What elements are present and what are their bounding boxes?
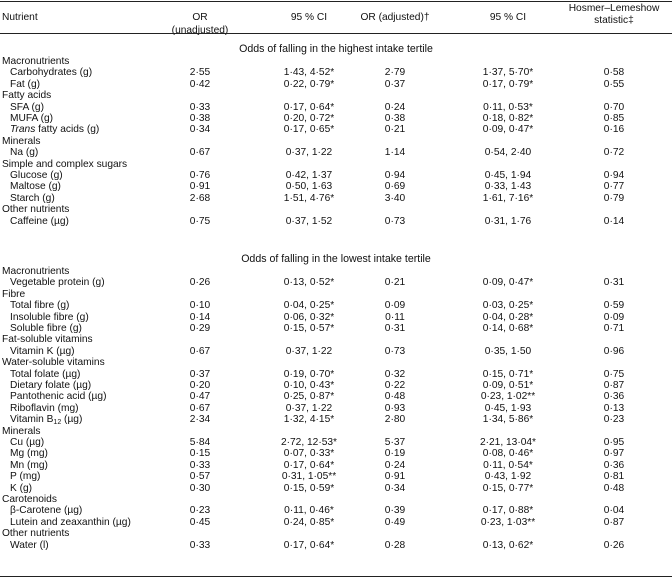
cell-ci-unadjusted: 0·19, 0·70* — [283, 368, 335, 380]
group-label: Minerals — [2, 425, 41, 437]
cell-or-adjusted: 0·39 — [384, 505, 406, 517]
cell-ci-unadjusted: 0·42, 1·37 — [285, 170, 333, 181]
cell-ci-adjusted: 0·09, 0·51* — [482, 380, 534, 391]
cell-hosmer-lemeshow: 0·97 — [603, 448, 625, 460]
cell-ci-unadjusted: 0·17, 0·64* — [283, 459, 335, 471]
nutrient-label: Vitamin $B_{12}$ (µg) — [10, 414, 83, 427]
cell-ci-unadjusted: 0·15, 0·57* — [283, 323, 335, 334]
cell-or-adjusted: 0·21 — [384, 124, 406, 136]
header-hl-line2: statistic‡ — [594, 15, 634, 26]
header-or-adjusted: OR (adjusted)† — [360, 12, 430, 23]
cell-or-unadjusted: 2·55 — [189, 67, 211, 79]
cell-or-unadjusted: 0·67 — [189, 147, 211, 159]
nutrient-label: Total fibre (g) — [10, 300, 70, 312]
cell-ci-adjusted: 0·54, 2·40 — [484, 147, 532, 159]
cell-or-unadjusted: 0·33 — [189, 539, 211, 551]
header-rule — [0, 33, 672, 34]
cell-or-adjusted: 2·79 — [384, 67, 406, 79]
cell-hosmer-lemeshow: 0·75 — [603, 368, 625, 380]
cell-hosmer-lemeshow: 0·71 — [603, 323, 625, 334]
nutrient-label: Glucose (g) — [10, 170, 63, 181]
cell-ci-adjusted: 0·17, 0·79* — [482, 78, 534, 90]
cell-or-unadjusted: 0·91 — [189, 181, 211, 193]
section-title: Odds of falling in the lowest intake tertile — [241, 253, 431, 265]
cell-or-adjusted: 0·24 — [384, 459, 406, 471]
cell-ci-unadjusted: 0·50, 1·63 — [285, 181, 333, 193]
cell-ci-adjusted: 0·17, 0·88* — [482, 505, 534, 517]
cell-or-adjusted: 0·38 — [384, 113, 406, 124]
cell-ci-unadjusted: 0·17, 0·64* — [283, 101, 335, 113]
cell-or-adjusted: 0·73 — [384, 215, 406, 227]
nutrient-label: Pantothenic acid (µg) — [10, 391, 107, 403]
cell-hosmer-lemeshow: 0·81 — [603, 471, 625, 483]
cell-hosmer-lemeshow: 0·87 — [603, 516, 625, 528]
cell-ci-adjusted: 0·45, 1·93 — [484, 402, 532, 414]
cell-ci-adjusted: 0·11, 0·53* — [483, 101, 533, 113]
cell-or-unadjusted: 0·37 — [189, 368, 211, 380]
group-label: Simple and complex sugars — [2, 158, 128, 170]
cell-ci-adjusted: 0·43, 1·92 — [484, 471, 532, 483]
cell-or-unadjusted: 5·84 — [189, 437, 211, 448]
group-label: Fibre — [2, 288, 26, 300]
cell-ci-unadjusted: 0·20, 0·72* — [283, 113, 335, 124]
cell-or-adjusted: 5·37 — [384, 437, 406, 448]
cell-ci-unadjusted: 0·04, 0·25* — [283, 300, 335, 312]
cell-or-adjusted: 3·40 — [384, 192, 406, 204]
group-label: Macronutrients — [2, 266, 70, 277]
table-row — [0, 539, 672, 552]
top-rule — [0, 1, 672, 2]
nutrient-label: Vitamin K (µg) — [10, 345, 75, 357]
cell-ci-unadjusted: 0·37, 1·22 — [285, 402, 333, 414]
nutrient-label: Fat (g) — [10, 78, 41, 90]
cell-or-unadjusted: 2·34 — [189, 414, 211, 426]
cell-hosmer-lemeshow: 0·16 — [603, 124, 625, 136]
nutrient-label: Vegetable protein (g) — [10, 277, 105, 289]
cell-ci-adjusted: 0·03, 0·25* — [482, 300, 534, 312]
cell-ci-unadjusted: 0·15, 0·59* — [283, 482, 335, 494]
cell-or-unadjusted: 0·29 — [189, 323, 211, 334]
nutrient-label: Starch (g) — [10, 192, 55, 204]
nutrient-label: Dietary folate (µg) — [10, 380, 92, 391]
cell-ci-adjusted: 0·09, 0·47* — [482, 277, 534, 289]
nutrient-label: Total folate (µg) — [10, 368, 81, 380]
cell-hosmer-lemeshow: 0·36 — [603, 459, 625, 471]
header-or-unadjusted: OR (unadjusted) — [171, 12, 229, 36]
cell-ci-adjusted: 0·08, 0·46* — [482, 448, 534, 460]
cell-ci-unadjusted: 0·11, 0·46* — [284, 505, 334, 517]
nutrient-label: K (g) — [10, 482, 33, 494]
cell-ci-unadjusted: 0·17, 0·64* — [283, 539, 335, 551]
table-row — [0, 215, 672, 228]
header-ci-unadjusted: 95 % CI — [290, 12, 328, 23]
cell-or-unadjusted: 0·33 — [189, 101, 211, 113]
cell-hosmer-lemeshow: 0·09 — [603, 311, 625, 323]
cell-or-unadjusted: 0·45 — [189, 516, 211, 528]
nutrient-label: Na (g) — [10, 147, 39, 159]
cell-hosmer-lemeshow: 0·31 — [603, 277, 625, 289]
cell-hosmer-lemeshow: 0·85 — [603, 113, 625, 124]
nutrient-label: Maltose (g) — [10, 181, 61, 193]
cell-or-unadjusted: 0·34 — [189, 124, 211, 136]
cell-ci-adjusted: 0·14, 0·68* — [482, 323, 534, 334]
header-nutrient: Nutrient — [2, 12, 38, 23]
section-title: Odds of falling in the highest intake tertile — [239, 43, 433, 55]
cell-ci-adjusted: 0·33, 1·43 — [484, 181, 532, 193]
cell-or-adjusted: 0·24 — [384, 101, 406, 113]
cell-or-adjusted: 0·22 — [384, 380, 406, 391]
cell-ci-unadjusted: 0·37, 1·22 — [285, 147, 333, 159]
cell-or-adjusted: 0·31 — [384, 323, 406, 334]
cell-ci-adjusted: 0·04, 0·28* — [482, 311, 534, 323]
cell-or-unadjusted: 0·57 — [189, 471, 211, 483]
cell-hosmer-lemeshow: 0·72 — [603, 147, 625, 159]
cell-or-unadjusted: 0·75 — [189, 215, 211, 227]
cell-or-unadjusted: 0·15 — [189, 448, 211, 460]
cell-or-unadjusted: 2·68 — [189, 192, 211, 204]
cell-ci-unadjusted: 0·24, 0·85* — [283, 516, 335, 528]
cell-hosmer-lemeshow: 0·96 — [603, 345, 625, 357]
nutrient-label: Caffeine (µg) — [10, 215, 69, 227]
nutrient-label: Mn (mg) — [10, 459, 48, 471]
cell-ci-unadjusted: 1·32, 4·15* — [283, 414, 335, 426]
cell-ci-adjusted: 0·15, 0·77* — [482, 482, 534, 494]
header-hosmer-lemeshow — [560, 3, 668, 26]
nutrient-label: Riboflavin (mg) — [10, 402, 79, 414]
cell-or-unadjusted: 0·20 — [189, 380, 211, 391]
cell-or-adjusted: 0·21 — [384, 277, 406, 289]
cell-ci-adjusted: 2·21, 13·04* — [479, 437, 537, 448]
cell-ci-adjusted: 0·11, 0·54* — [483, 459, 533, 471]
group-label: Other nutrients — [2, 528, 70, 540]
group-label: Fatty acids — [2, 90, 52, 102]
nutrient-label: Lutein and zeaxanthin (µg) — [10, 516, 131, 528]
group-label: Carotenoids — [2, 494, 57, 505]
cell-ci-unadjusted: 0·07, 0·33* — [283, 448, 335, 460]
cell-or-unadjusted: 0·38 — [189, 113, 211, 124]
nutrient-label: Soluble fibre (g) — [10, 323, 82, 334]
cell-or-adjusted: 0·19 — [384, 448, 406, 460]
cell-ci-unadjusted: 1·43, 4·52* — [283, 67, 335, 79]
cell-ci-adjusted: 0·09, 0·47* — [482, 124, 534, 136]
cell-ci-unadjusted: 0·17, 0·65* — [283, 124, 335, 136]
cell-or-adjusted: 0·09 — [384, 300, 406, 312]
nutrient-label: Trans fatty acids (g) — [10, 124, 100, 136]
cell-or-unadjusted: 0·76 — [189, 170, 211, 181]
cell-ci-adjusted: 1·61, 7·16* — [482, 192, 534, 204]
cell-ci-unadjusted: 1·51, 4·76* — [283, 192, 335, 204]
cell-hosmer-lemeshow: 0·14 — [603, 215, 625, 227]
bottom-rule — [0, 576, 672, 577]
cell-hosmer-lemeshow: 0·04 — [603, 505, 625, 517]
cell-or-unadjusted: 0·10 — [189, 300, 211, 312]
group-label: Water-soluble vitamins — [2, 357, 105, 369]
cell-ci-adjusted: 0·31, 1·76 — [484, 215, 532, 227]
cell-hosmer-lemeshow: 0·13 — [603, 402, 625, 414]
nutrient-label: β-Carotene (µg) — [10, 505, 83, 517]
cell-hosmer-lemeshow: 0·48 — [603, 482, 625, 494]
cell-hosmer-lemeshow: 0·59 — [603, 300, 625, 312]
cell-ci-unadjusted: 0·10, 0·43* — [283, 380, 335, 391]
cell-hosmer-lemeshow: 0·58 — [603, 67, 625, 79]
cell-or-adjusted: 0·69 — [384, 181, 406, 193]
nutrient-label: Insoluble fibre (g) — [10, 311, 89, 323]
cell-or-unadjusted: 0·14 — [189, 311, 211, 323]
cell-hosmer-lemeshow: 0·77 — [603, 181, 625, 193]
cell-or-adjusted: 0·48 — [384, 391, 406, 403]
cell-ci-unadjusted: 0·06, 0·32* — [283, 311, 335, 323]
nutrient-label: P (mg) — [10, 471, 41, 483]
cell-or-unadjusted: 0·42 — [189, 78, 211, 90]
cell-or-unadjusted: 0·23 — [189, 505, 211, 517]
cell-ci-adjusted: 0·13, 0·62* — [482, 539, 534, 551]
cell-ci-unadjusted: 0·13, 0·52* — [283, 277, 335, 289]
cell-ci-adjusted: 0·15, 0·71* — [482, 368, 534, 380]
cell-ci-adjusted: 0·45, 1·94 — [484, 170, 532, 181]
cell-or-adjusted: 0·28 — [384, 539, 406, 551]
cell-hosmer-lemeshow: 0·36 — [603, 391, 625, 403]
cell-ci-unadjusted: 0·22, 0·79* — [283, 78, 335, 90]
cell-or-unadjusted: 0·30 — [189, 482, 211, 494]
cell-or-adjusted: 0·49 — [384, 516, 406, 528]
nutrient-label: Water (l) — [10, 539, 49, 551]
nutrient-label: SFA (g) — [10, 101, 44, 113]
cell-hosmer-lemeshow: 0·95 — [603, 437, 625, 448]
cell-or-adjusted: 1·14 — [384, 147, 406, 159]
cell-ci-unadjusted: 0·31, 1·05** — [281, 471, 337, 483]
nutrient-label: MUFA (g) — [10, 113, 54, 124]
cell-or-adjusted: 2·80 — [384, 414, 406, 426]
cell-ci-unadjusted: 0·37, 1·52 — [285, 215, 333, 227]
cell-hosmer-lemeshow: 0·55 — [603, 78, 625, 90]
group-label: Fat-soluble vitamins — [2, 334, 93, 346]
cell-ci-adjusted: 1·34, 5·86* — [482, 414, 534, 426]
cell-or-unadjusted: 0·67 — [189, 345, 211, 357]
cell-ci-adjusted: 0·23, 1·02** — [480, 391, 536, 403]
cell-ci-adjusted: 0·18, 0·82* — [482, 113, 534, 124]
cell-hosmer-lemeshow: 0·87 — [603, 380, 625, 391]
cell-hosmer-lemeshow: 0·26 — [603, 539, 625, 551]
header-ci-adjusted: 95 % CI — [489, 12, 527, 23]
cell-or-unadjusted: 0·33 — [189, 459, 211, 471]
cell-or-unadjusted: 0·47 — [189, 391, 211, 403]
cell-ci-unadjusted: 0·25, 0·87* — [283, 391, 335, 403]
nutrient-label: Carbohydrates (g) — [10, 67, 93, 79]
cell-ci-adjusted: 1·37, 5·70* — [482, 67, 534, 79]
header-hl-line1: Hosmer–Lemeshow — [568, 3, 660, 14]
cell-or-adjusted: 0·34 — [384, 482, 406, 494]
cell-ci-adjusted: 0·35, 1·50 — [484, 345, 532, 357]
cell-or-adjusted: 0·32 — [384, 368, 406, 380]
cell-ci-adjusted: 0·23, 1·03** — [480, 516, 536, 528]
cell-hosmer-lemeshow: 0·94 — [603, 170, 625, 181]
group-label: Minerals — [2, 135, 41, 147]
cell-ci-unadjusted: 2·72, 12·53* — [280, 437, 338, 448]
cell-hosmer-lemeshow: 0·23 — [603, 414, 625, 426]
cell-or-adjusted: 0·73 — [384, 345, 406, 357]
cell-or-adjusted: 0·94 — [384, 170, 406, 181]
cell-or-adjusted: 0·37 — [384, 78, 406, 90]
nutrient-label: Cu (µg) — [10, 437, 45, 448]
cell-or-adjusted: 0·93 — [384, 402, 406, 414]
cell-or-adjusted: 0·11 — [385, 311, 405, 323]
cell-or-unadjusted: 0·26 — [189, 277, 211, 289]
group-label: Other nutrients — [2, 204, 70, 216]
cell-hosmer-lemeshow: 0·79 — [603, 192, 625, 204]
group-label: Macronutrients — [2, 56, 70, 67]
cell-ci-unadjusted: 0·37, 1·22 — [285, 345, 333, 357]
cell-hosmer-lemeshow: 0·70 — [603, 101, 625, 113]
cell-or-adjusted: 0·91 — [384, 471, 406, 483]
nutrient-label: Mg (mg) — [10, 448, 48, 460]
cell-or-unadjusted: 0·67 — [189, 402, 211, 414]
